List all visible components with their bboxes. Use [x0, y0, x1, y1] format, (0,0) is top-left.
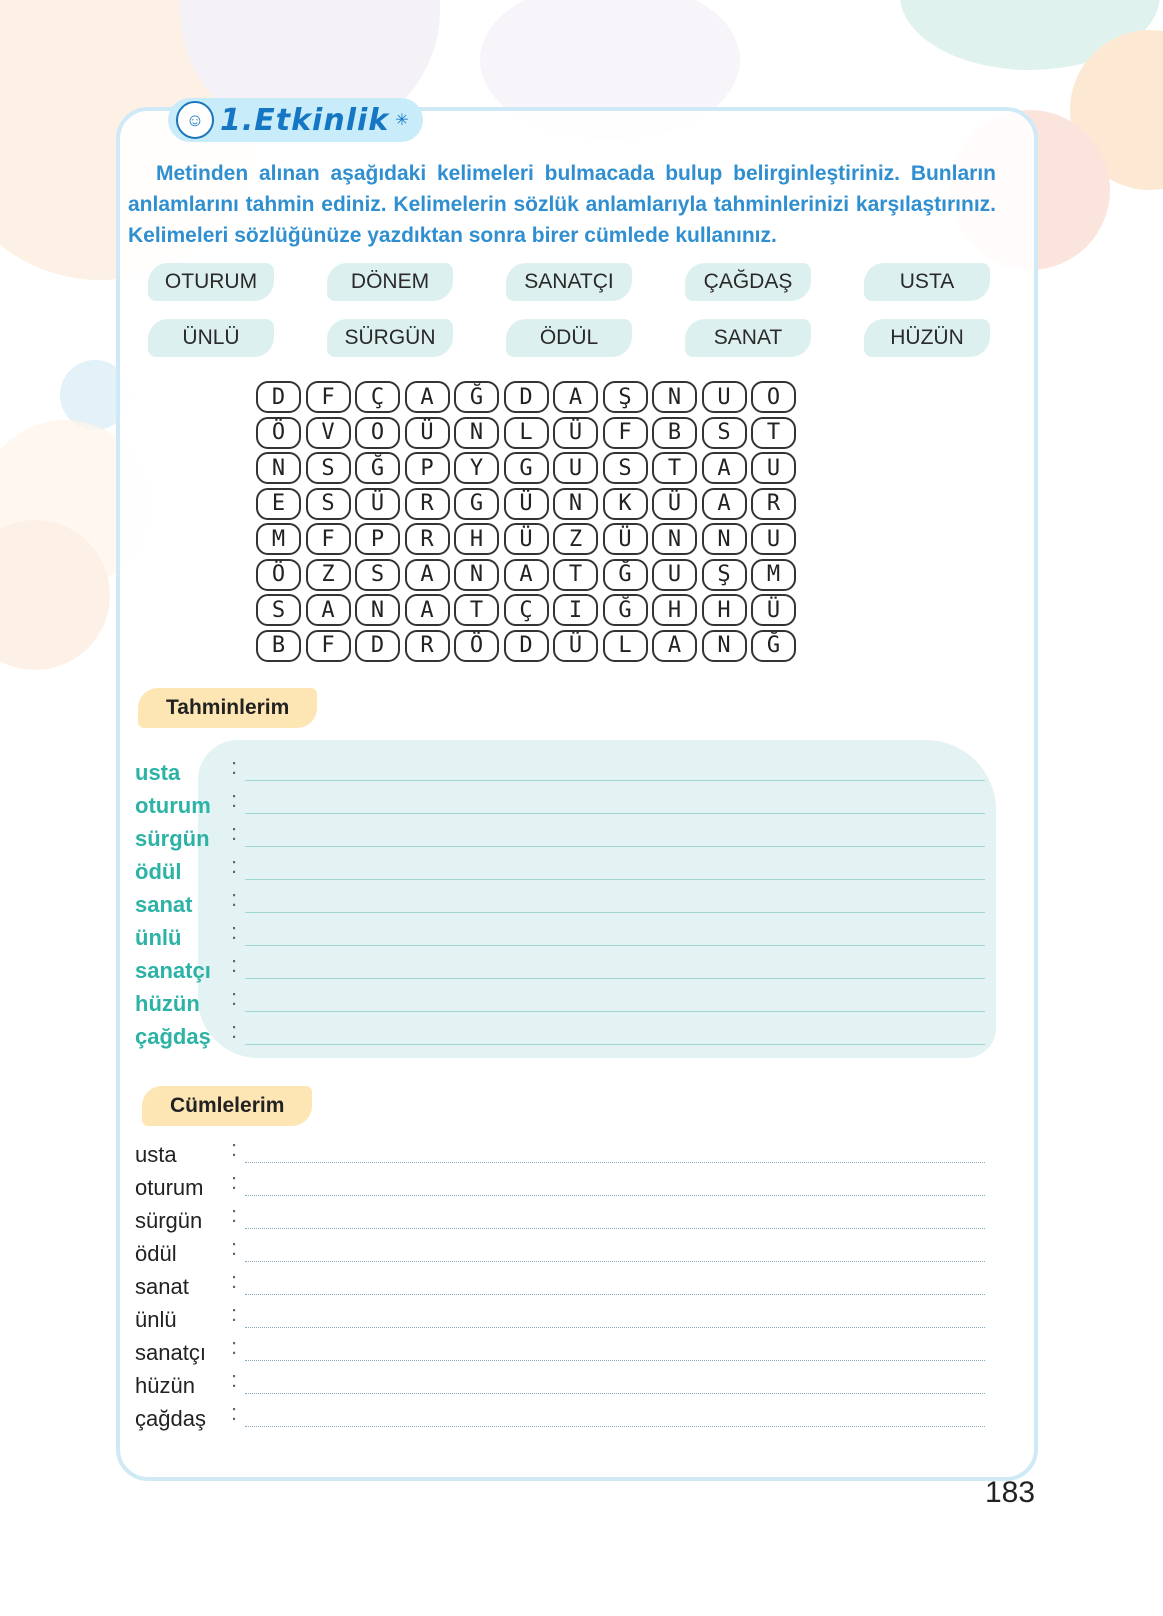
- puzzle-cell[interactable]: U: [652, 559, 697, 591]
- puzzle-cell[interactable]: A: [405, 381, 450, 413]
- colon: :: [231, 787, 238, 812]
- puzzle-cell[interactable]: M: [751, 559, 796, 591]
- puzzle-cell[interactable]: N: [454, 559, 499, 591]
- puzzle-cell[interactable]: N: [553, 488, 598, 520]
- puzzle-cell[interactable]: Ö: [454, 630, 499, 662]
- word-tag: OTURUM: [148, 263, 274, 301]
- puzzle-cell[interactable]: Ü: [355, 488, 400, 520]
- puzzle-cell[interactable]: U: [702, 381, 747, 413]
- puzzle-cell[interactable]: V: [306, 417, 351, 449]
- sentence-row[interactable]: [135, 1169, 985, 1208]
- puzzle-cell[interactable]: R: [405, 523, 450, 555]
- puzzle-cell[interactable]: U: [751, 452, 796, 484]
- puzzle-cell[interactable]: D: [504, 630, 549, 662]
- guess-word: sanat: [135, 892, 193, 917]
- puzzle-cell[interactable]: T: [751, 417, 796, 449]
- sentence-word: ödül: [135, 1241, 177, 1266]
- sentences-heading: Cümlelerim: [142, 1086, 312, 1126]
- answer-line[interactable]: [245, 978, 985, 979]
- instructions-text: Metinden alınan aşağıdaki kelimeleri bulmacada bulup belirginleştiriniz. Bunların anlamlarını tahmin ediniz. Kelimelerin sözlük anlamlarıyla tahminlerinizi karşılaştırınız. Kelimeleri sözlüğünüze yazdıktan sonra birer cümlede kullanınız.: [128, 162, 996, 247]
- puzzle-cell[interactable]: N: [652, 381, 697, 413]
- word-tag: ÜNLÜ: [148, 319, 274, 357]
- puzzle-cell[interactable]: D: [504, 381, 549, 413]
- colon: :: [231, 1202, 238, 1227]
- word-tag: ÖDÜL: [506, 319, 632, 357]
- guess-row[interactable]: [135, 952, 985, 991]
- colon: :: [231, 1334, 238, 1359]
- guess-row[interactable]: [135, 754, 985, 793]
- puzzle-cell[interactable]: N: [702, 630, 747, 662]
- guess-row[interactable]: [135, 985, 985, 1024]
- puzzle-cell[interactable]: P: [405, 452, 450, 484]
- puzzle-cell[interactable]: G: [454, 488, 499, 520]
- puzzle-cell[interactable]: E: [256, 488, 301, 520]
- colon: :: [231, 952, 238, 977]
- sentence-word: sürgün: [135, 1208, 203, 1233]
- activity-title-badge: [168, 98, 423, 142]
- puzzle-cell[interactable]: I: [553, 594, 598, 626]
- puzzle-cell[interactable]: Ü: [603, 523, 648, 555]
- sentence-word: sanat: [135, 1274, 189, 1299]
- puzzle-cell[interactable]: Ç: [504, 594, 549, 626]
- puzzle-cell[interactable]: Ö: [256, 559, 301, 591]
- puzzle-cell[interactable]: Ü: [405, 417, 450, 449]
- puzzle-cell[interactable]: A: [652, 630, 697, 662]
- word-tag: USTA: [864, 263, 990, 301]
- puzzle-cell[interactable]: S: [603, 452, 648, 484]
- answer-line[interactable]: [245, 780, 985, 781]
- puzzle-cell[interactable]: A: [702, 488, 747, 520]
- puzzle-cell[interactable]: N: [355, 594, 400, 626]
- puzzle-cell[interactable]: Ş: [603, 381, 648, 413]
- answer-line[interactable]: [245, 1162, 985, 1163]
- instructions: [128, 158, 996, 251]
- puzzle-cell[interactable]: U: [751, 523, 796, 555]
- sentence-word: ünlü: [135, 1307, 177, 1332]
- guess-word: ödül: [135, 859, 182, 884]
- guess-word: çağdaş: [135, 1024, 211, 1049]
- answer-line[interactable]: [245, 1327, 985, 1328]
- puzzle-cell[interactable]: Ş: [702, 559, 747, 591]
- puzzle-cell[interactable]: Ü: [504, 488, 549, 520]
- puzzle-cell[interactable]: F: [306, 630, 351, 662]
- puzzle-cell[interactable]: L: [504, 417, 549, 449]
- colon: :: [231, 820, 238, 845]
- puzzle-cell[interactable]: U: [553, 452, 598, 484]
- sentence-word: çağdaş: [135, 1406, 206, 1431]
- puzzle-cell[interactable]: O: [355, 417, 400, 449]
- answer-line[interactable]: [245, 1360, 985, 1361]
- puzzle-cell[interactable]: Ü: [504, 523, 549, 555]
- puzzle-cell[interactable]: S: [306, 452, 351, 484]
- sentence-row[interactable]: [135, 1268, 985, 1307]
- colon: :: [231, 1235, 238, 1260]
- puzzle-cell[interactable]: L: [603, 630, 648, 662]
- colon: :: [231, 1301, 238, 1326]
- guess-row[interactable]: [135, 853, 985, 892]
- puzzle-cell[interactable]: P: [355, 523, 400, 555]
- puzzle-cell[interactable]: F: [306, 523, 351, 555]
- guess-row[interactable]: [135, 919, 985, 958]
- puzzle-cell[interactable]: T: [553, 559, 598, 591]
- guess-row[interactable]: [135, 787, 985, 826]
- answer-line[interactable]: [245, 945, 985, 946]
- puzzle-cell[interactable]: B: [652, 417, 697, 449]
- puzzle-cell[interactable]: T: [652, 452, 697, 484]
- colon: :: [231, 1018, 238, 1043]
- puzzle-cell[interactable]: R: [751, 488, 796, 520]
- puzzle-cell[interactable]: D: [256, 381, 301, 413]
- sentence-row[interactable]: [135, 1136, 985, 1175]
- puzzle-cell[interactable]: G: [504, 452, 549, 484]
- answer-line[interactable]: [245, 1261, 985, 1262]
- puzzle-cell[interactable]: Ö: [256, 417, 301, 449]
- guess-word: hüzün: [135, 991, 200, 1016]
- word-tag: SANAT: [685, 319, 811, 357]
- puzzle-cell[interactable]: K: [603, 488, 648, 520]
- sentence-row[interactable]: [135, 1301, 985, 1340]
- puzzle-cell[interactable]: S: [256, 594, 301, 626]
- word-tag: ÇAĞDAŞ: [685, 263, 811, 301]
- sentence-word: oturum: [135, 1175, 204, 1200]
- puzzle-cell[interactable]: B: [256, 630, 301, 662]
- puzzle-cell[interactable]: S: [355, 559, 400, 591]
- puzzle-cell[interactable]: Z: [553, 523, 598, 555]
- colon: :: [231, 1367, 238, 1392]
- puzzle-cell[interactable]: Ü: [553, 630, 598, 662]
- puzzle-cell[interactable]: Ü: [751, 594, 796, 626]
- puzzle-cell[interactable]: S: [306, 488, 351, 520]
- answer-line[interactable]: [245, 1195, 985, 1196]
- puzzle-cell[interactable]: Ğ: [355, 452, 400, 484]
- star-icon: ✳: [395, 112, 409, 129]
- puzzle-cell[interactable]: O: [751, 381, 796, 413]
- guess-word: oturum: [135, 793, 211, 818]
- answer-line[interactable]: [245, 1426, 985, 1427]
- puzzle-cell[interactable]: D: [355, 630, 400, 662]
- colon: :: [231, 1400, 238, 1425]
- colon: :: [231, 919, 238, 944]
- colon: :: [231, 754, 238, 779]
- puzzle-cell[interactable]: A: [702, 452, 747, 484]
- puzzle-cell[interactable]: R: [405, 630, 450, 662]
- puzzle-cell[interactable]: N: [454, 417, 499, 449]
- sentence-word: sanatçı: [135, 1340, 206, 1365]
- colon: :: [231, 853, 238, 878]
- puzzle-cell[interactable]: Ğ: [603, 594, 648, 626]
- guess-row[interactable]: [135, 820, 985, 859]
- word-tag: SANATÇI: [506, 263, 632, 301]
- word-tag: DÖNEM: [327, 263, 453, 301]
- guess-word: usta: [135, 760, 181, 785]
- guess-row[interactable]: [135, 886, 985, 925]
- colon: :: [231, 1136, 238, 1161]
- colon: :: [231, 886, 238, 911]
- puzzle-cell[interactable]: A: [405, 594, 450, 626]
- sentence-word: usta: [135, 1142, 177, 1167]
- answer-line[interactable]: [245, 813, 985, 814]
- puzzle-cell[interactable]: H: [454, 523, 499, 555]
- puzzle-cell[interactable]: R: [405, 488, 450, 520]
- answer-line[interactable]: [245, 1011, 985, 1012]
- word-tag: HÜZÜN: [864, 319, 990, 357]
- page-number: 183: [985, 1476, 1036, 1509]
- sentence-row[interactable]: [135, 1202, 985, 1241]
- answer-line[interactable]: [245, 846, 985, 847]
- word-tag: SÜRGÜN: [327, 319, 453, 357]
- sentence-row[interactable]: [135, 1400, 985, 1439]
- puzzle-cell[interactable]: Ü: [652, 488, 697, 520]
- puzzle-cell[interactable]: Ğ: [454, 381, 499, 413]
- puzzle-cell[interactable]: N: [702, 523, 747, 555]
- colon: :: [231, 1169, 238, 1194]
- puzzle-cell[interactable]: A: [306, 594, 351, 626]
- puzzle-cell[interactable]: Y: [454, 452, 499, 484]
- puzzle-cell[interactable]: Ç: [355, 381, 400, 413]
- guesses-heading: Tahminlerim: [138, 688, 317, 728]
- puzzle-cell[interactable]: A: [504, 559, 549, 591]
- puzzle-cell[interactable]: F: [603, 417, 648, 449]
- puzzle-cell[interactable]: M: [256, 523, 301, 555]
- mascot-icon: ☺: [176, 101, 214, 139]
- word-search-grid[interactable]: [256, 381, 796, 662]
- puzzle-cell[interactable]: Ü: [553, 417, 598, 449]
- sentence-row[interactable]: [135, 1235, 985, 1274]
- puzzle-cell[interactable]: Ğ: [603, 559, 648, 591]
- puzzle-cell[interactable]: H: [652, 594, 697, 626]
- answer-line[interactable]: [245, 1294, 985, 1295]
- answer-line[interactable]: [245, 912, 985, 913]
- puzzle-cell[interactable]: H: [702, 594, 747, 626]
- guess-word: sanatçı: [135, 958, 211, 983]
- sentence-row[interactable]: [135, 1367, 985, 1406]
- sentence-word: hüzün: [135, 1373, 195, 1398]
- puzzle-cell[interactable]: N: [256, 452, 301, 484]
- answer-line[interactable]: [245, 1228, 985, 1229]
- answer-line[interactable]: [245, 1044, 985, 1045]
- guess-word: ünlü: [135, 925, 182, 950]
- puzzle-cell[interactable]: Z: [306, 559, 351, 591]
- colon: :: [231, 1268, 238, 1293]
- puzzle-cell[interactable]: Ğ: [751, 630, 796, 662]
- guess-word: sürgün: [135, 826, 210, 851]
- puzzle-cell[interactable]: A: [553, 381, 598, 413]
- sentence-row[interactable]: [135, 1334, 985, 1373]
- colon: :: [231, 985, 238, 1010]
- puzzle-cell[interactable]: A: [405, 559, 450, 591]
- activity-title: 1.Etkinlik: [220, 102, 390, 138]
- puzzle-cell[interactable]: F: [306, 381, 351, 413]
- puzzle-cell[interactable]: T: [454, 594, 499, 626]
- puzzle-cell[interactable]: N: [652, 523, 697, 555]
- guess-row[interactable]: [135, 1018, 985, 1057]
- puzzle-cell[interactable]: S: [702, 417, 747, 449]
- answer-line[interactable]: [245, 879, 985, 880]
- answer-line[interactable]: [245, 1393, 985, 1394]
